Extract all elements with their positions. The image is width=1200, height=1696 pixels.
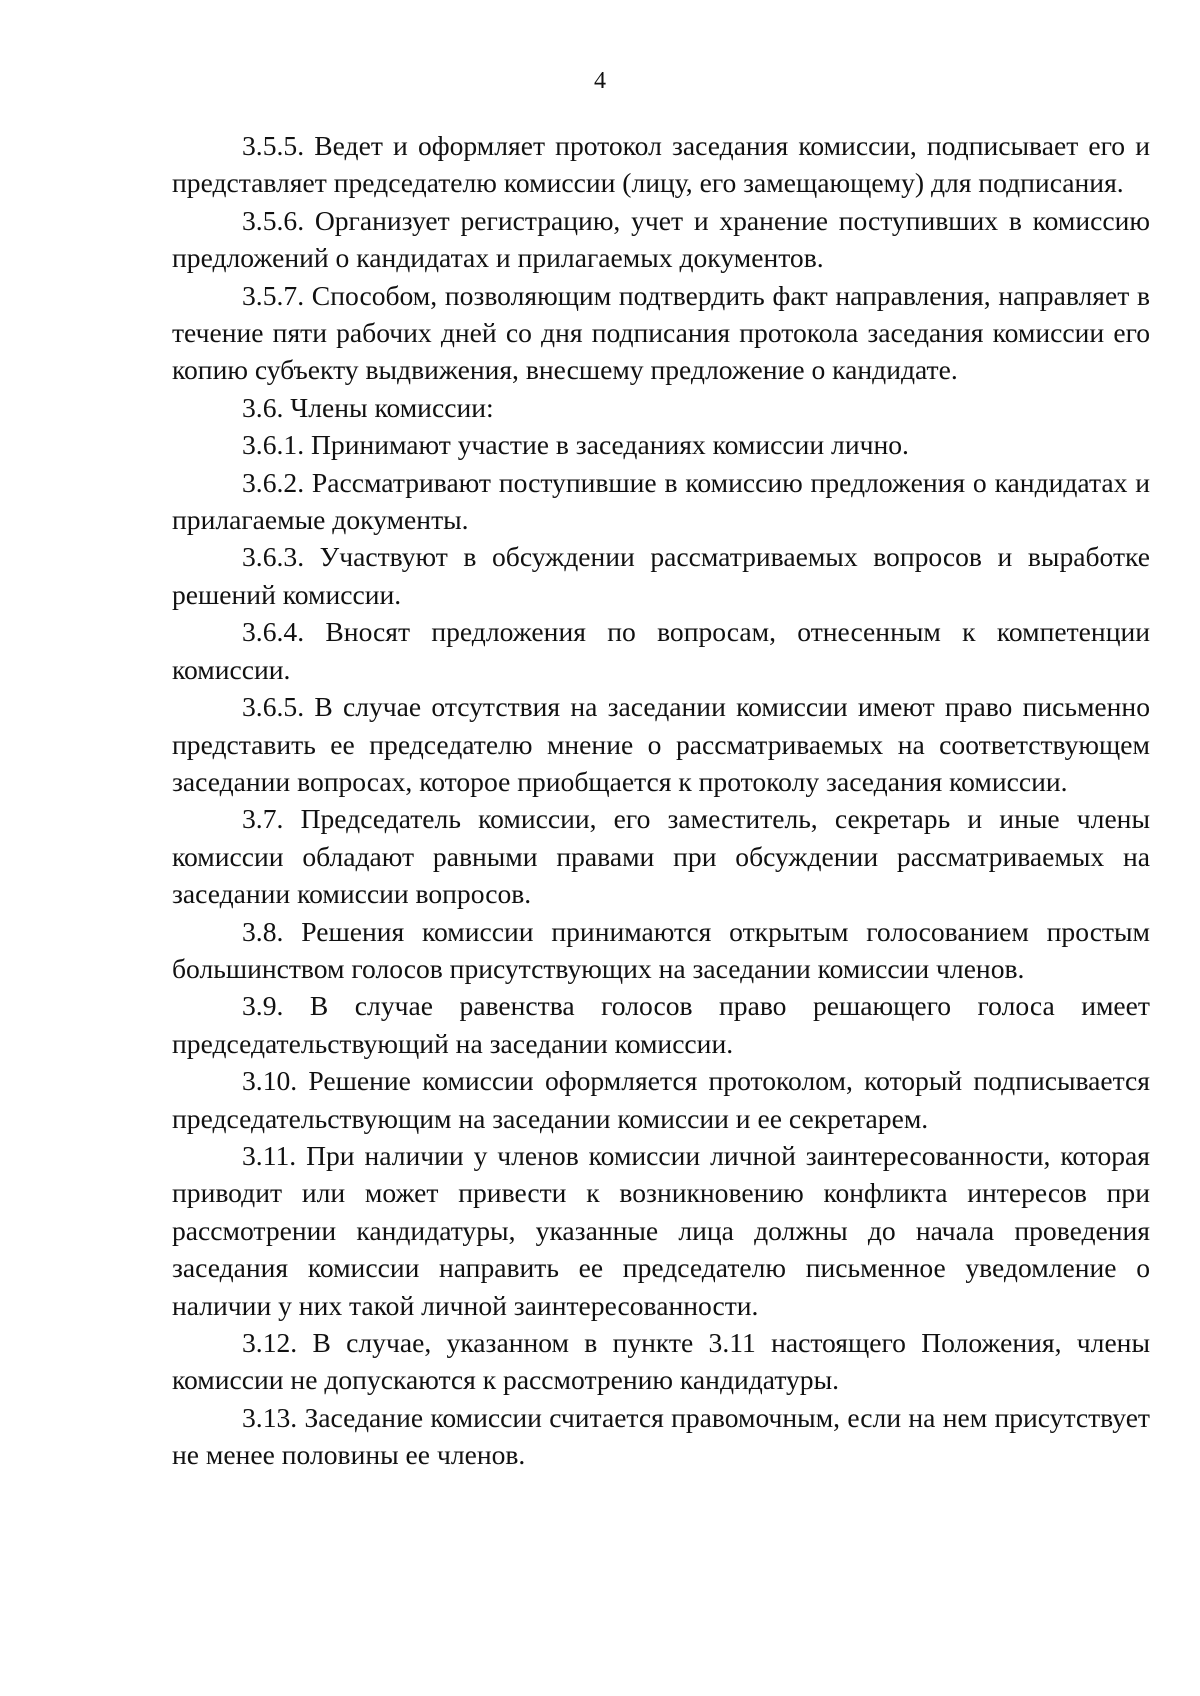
paragraph-3-6-2: 3.6.2. Рассматривают поступившие в комиссию предложения о кандидатах и прилагаемые документы. xyxy=(172,466,1150,536)
paragraph-3-6: 3.6. Члены комиссии: xyxy=(242,391,494,423)
document-body xyxy=(172,127,1150,1474)
paragraph-3-6-4: 3.6.4. Вносят предложения по вопросам, отнесенным к компетенции комиссии. xyxy=(172,616,1150,685)
paragraph-3-5-7: 3.5.7. Способом, позволяющим подтвердить факт направления, направляет в течение пяти рабочих дней со дня подписания протокола заседания комиссии его копию субъекту выдвижения, внесшему предложение о кандидате. xyxy=(172,279,1150,386)
paragraph-3-7: 3.7. Председатель комиссии, его заместитель, секретарь и иные члены комиссии обладают равными правами при обсуждении рассматриваемых на заседании комиссии вопросов. xyxy=(172,803,1150,910)
paragraph-3-5-6: 3.5.6. Организует регистрацию, учет и хранение поступивших в комиссию предложений о кандидатах и прилагаемых документов. xyxy=(172,204,1150,274)
paragraph-3-6-3: 3.6.3. Участвуют в обсуждении рассматриваемых вопросов и выработке решений комиссии. xyxy=(172,541,1150,610)
page-number: 4 xyxy=(594,68,606,94)
paragraph-3-9: 3.9. В случае равенства голосов право решающего голоса имеет председательствующий на заседании комиссии. xyxy=(172,990,1150,1059)
paragraph-3-6-1: 3.6.1. Принимают участие в заседаниях комиссии лично. xyxy=(242,429,909,461)
paragraph-3-11: 3.11. При наличии у членов комиссии личной заинтересованности, которая приводит или может привести к возникновению конфликта интересов при рассмотрении кандидатуры, указанные лица должны до начала проведения заседания комиссии направить ее председателю письменное уведомление о наличии у них такой личной заинтересованности. xyxy=(172,1139,1150,1321)
paragraph-3-13: 3.13. Заседание комиссии считается правомочным, если на нем присутствует не менее половины ее членов. xyxy=(172,1401,1150,1471)
paragraph-3-10: 3.10. Решение комиссии оформляется протоколом, который подписывается председательствующим на заседании комиссии и ее секретарем. xyxy=(172,1065,1150,1134)
paragraph-3-8: 3.8. Решения комиссии принимаются открытым голосованием простым большинством голосов присутствующих на заседании комиссии членов. xyxy=(172,915,1150,984)
paragraph-3-12: 3.12. В случае, указанном в пункте 3.11 настоящего Положения, члены комиссии не допускаются к рассмотрению кандидатуры. xyxy=(172,1327,1150,1396)
paragraph-3-5-5: 3.5.5. Ведет и оформляет протокол заседания комиссии, подписывает его и представляет председателю комиссии (лицу, его замещающему) для подписания. xyxy=(172,130,1150,199)
paragraph-3-6-5: 3.6.5. В случае отсутствия на заседании комиссии имеют право письменно представить ее председателю мнение о рассматриваемых на соответствующем заседании вопросах, которое приобщается к протоколу заседания комиссии. xyxy=(172,691,1150,797)
